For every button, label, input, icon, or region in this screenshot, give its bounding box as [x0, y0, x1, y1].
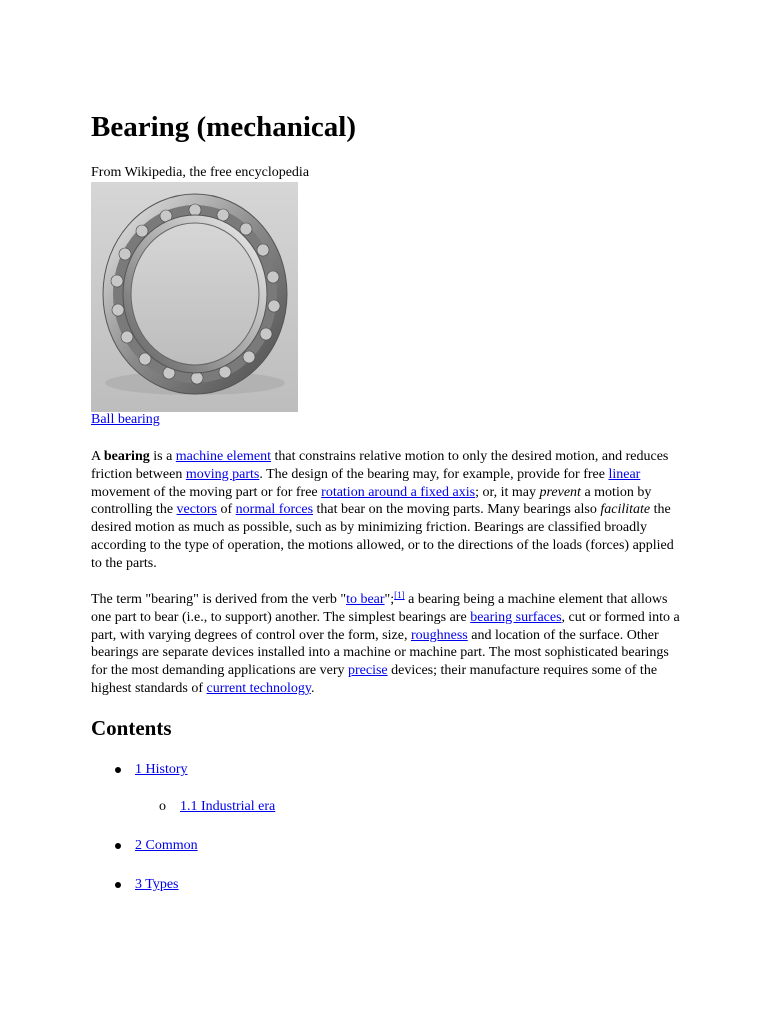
- text: The term "bearing" is derived from the verb ": [91, 592, 347, 607]
- page-title: Bearing (mechanical): [91, 111, 356, 143]
- image-caption: [91, 412, 160, 428]
- text: and location of the surface. Other bearings are separate devices installed into a machine or machine part. The most sophisticated bearings for the most demanding applications are very: [91, 627, 669, 679]
- disc-bullet-icon: [115, 767, 121, 773]
- tagline: From Wikipedia, the free encyclopedia: [91, 165, 310, 180]
- intro-paragraph: [91, 448, 681, 573]
- ball-bearing-image[interactable]: [91, 182, 298, 412]
- bold-term: bearing: [103, 449, 150, 464]
- toc-link-types[interactable]: 3 Types: [135, 877, 179, 892]
- link-precise[interactable]: precise: [347, 663, 388, 679]
- toc-item-industrial-era: [180, 799, 275, 815]
- link-vectors[interactable]: vectors: [176, 502, 217, 518]
- text: movement of the moving part or for free: [91, 484, 322, 500]
- text: a motion by controlling the: [91, 484, 652, 518]
- link-bearing-surfaces[interactable]: bearing surfaces: [470, 609, 562, 625]
- italic-text: prevent: [539, 484, 581, 500]
- link-current-technology[interactable]: current technology: [206, 680, 311, 696]
- link-normal-forces[interactable]: normal forces: [235, 502, 314, 518]
- text: ; or, it may: [475, 484, 540, 500]
- text: that bear on the moving parts. Many bearings also: [313, 502, 601, 518]
- text: the desired motion as much as possible, such as by minimizing friction. Bearings are classified broadly according to the type of operation, the motions allowed, or to the directions of the loads (forces) applied to the parts.: [91, 502, 674, 571]
- italic-text: facilitate: [600, 502, 651, 518]
- link-rotation-around-a-fixed-axis[interactable]: rotation around a fixed axis: [321, 484, 476, 500]
- toc-item-history: [135, 762, 188, 778]
- toc-item-common: [135, 838, 198, 854]
- text: devices; their manufacture requires some of the highest standards of: [91, 663, 658, 696]
- link-to-bear[interactable]: to bear: [346, 592, 385, 607]
- link-moving-parts[interactable]: moving parts: [185, 466, 260, 482]
- link-machine-element[interactable]: machine element: [175, 449, 272, 464]
- text: . The design of the bearing may, for example, provide for free: [259, 466, 609, 482]
- text: a bearing being a machine element that allows one part to bear (i.e., to support) another. The simplest bearings are: [91, 592, 668, 625]
- disc-bullet-icon: [115, 843, 121, 849]
- text: ";: [384, 592, 395, 607]
- contents-heading: Contents: [91, 716, 172, 740]
- toc-link-history[interactable]: 1 History: [135, 762, 188, 777]
- link-roughness[interactable]: roughness: [410, 627, 468, 643]
- image-caption-link[interactable]: Ball bearing: [91, 412, 160, 427]
- text: that constrains relative motion to only the desired motion, and reduces friction between: [91, 449, 669, 482]
- text: , cut or formed into a part, with varying degrees of control over the form, size,: [91, 609, 680, 643]
- circle-bullet-icon: o: [159, 799, 166, 814]
- etymology-paragraph: [91, 591, 681, 698]
- ball-bearing-photo: [91, 182, 298, 412]
- toc-item-types: [135, 877, 178, 893]
- link-linear[interactable]: linear: [608, 466, 641, 482]
- text: A: [91, 449, 104, 464]
- reference-link[interactable]: [1]: [394, 590, 405, 600]
- text: is a: [149, 449, 176, 464]
- text: of: [216, 502, 236, 518]
- toc-link-industrial-era[interactable]: 1.1 Industrial era: [180, 799, 276, 814]
- disc-bullet-icon: [115, 882, 121, 888]
- text: .: [310, 680, 315, 696]
- toc-link-common[interactable]: 2 Common: [135, 838, 198, 853]
